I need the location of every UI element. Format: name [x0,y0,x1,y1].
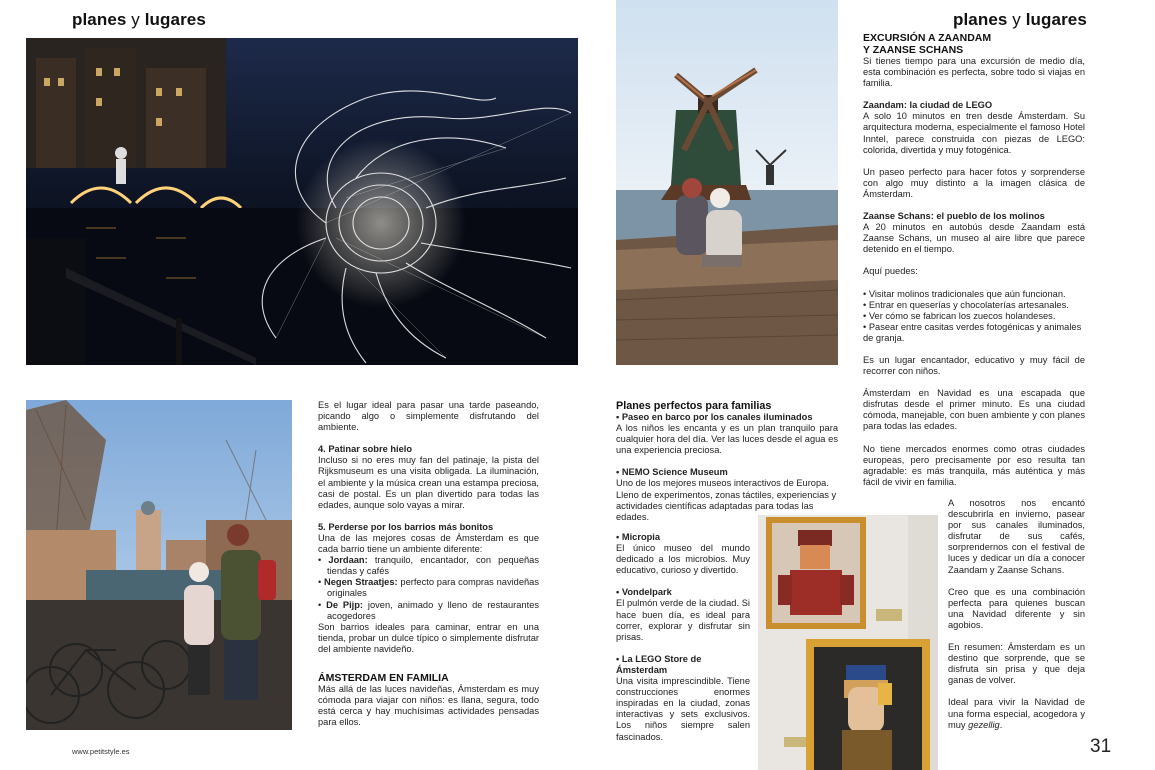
zaanse-body: A 20 minutos en autobús desde Zaandam está Zaanse Schans, un museo al aire libre que parece detenido en el tiempo. [863,222,1085,255]
excursion-intro: Si tienes tiempo para una excursión de medio día, esta combinación es perfecta, sobre todo si viajas en familia. [863,56,1085,89]
list-item: • Visitar molinos tradicionales que aún funcionan. [863,288,1066,299]
plan-title: • Paseo en barco por los canales iluminados [616,412,813,422]
header-left: planes y lugares [72,10,206,29]
intro-paragraph: Es el lugar ideal para pasar una tarde paseando, picando algo o simplemente disfrutando del ambiente. [318,400,539,433]
conclusion-column [948,498,1085,731]
photo-family-bridge-bicycles [26,400,292,730]
plan-title: • NEMO Science Museum [616,467,728,478]
list-item: • Entrar en queserías y chocolaterías artesanales. [863,299,1069,310]
photo-lego-mosaics [758,515,938,770]
markets-paragraph: No tiene mercados enormes como otras ciudades europeas, pero precisamente por eso resulta tan agradable: es más tranquila, más auténtica y más fácil de vivir en familia. [863,443,1085,487]
footer-url: www.petitstyle.es [72,747,130,756]
header-right: planes y lugares [953,10,1087,29]
plan-title: • Vondelpark [616,587,672,598]
closing-paragraph: Ideal para vivir la Navidad de una forma especial, acogedora y muy gezellig. [948,697,1085,730]
excursion-title-line2: Y ZAANSE SCHANS [863,44,964,56]
winter-paragraph: A nosotros nos encantó descubrirla en invierno, pasear por sus canales iluminados, disfrutar de sus cafés, sorprendernos con el festival de luces y dedicar un día a conocer Zaandam y Zaanse Schans. [948,498,1085,575]
left-text-column [318,400,539,728]
family-section-title: ÁMSTERDAM EN FAMILIA [318,671,449,684]
zaandam-title: Zaandam: la ciudad de LEGO [863,100,993,111]
families-column-narrow [616,532,750,743]
list-item: • De Pijp: joven, animado y lleno de restaurantes acogedores [318,599,540,621]
plan-title: • La LEGO Store de Ámsterdam [616,653,702,675]
list-item: • Jordaan: tranquilo, encantador, con pequeñas tiendas y cafés [318,555,539,577]
excursion-title-line1: EXCURSIÓN A ZAANDAM [863,32,992,44]
plan-body: El único museo del mundo dedicado a los microbios. Muy educativo, curioso y divertido. [616,543,750,576]
zaanse-title: Zaanse Schans: el pueblo de los molinos [863,211,1045,222]
list-item: • Negen Straatjes: perfecto para compras navideñas originales [318,577,539,599]
zaandam-photo-tip: Un paseo perfecto para hacer fotos y sorprenderse con algo muy distinto a la imagen clásica de Ámsterdam. [863,166,1085,199]
photo-zaanse-schans-windmill [616,0,838,365]
family-section-body: Más allá de las luces navideñas, Ámsterdam es muy cómoda para viajar con niños: es llana, segura, todo está cerca y hay muchísimas actividades pensadas para ellos. [318,683,539,728]
summary-paragraph: En resumen: Ámsterdam es un destino que sorprende, que se disfruta sin prisa y que deja ganas de volver. [948,642,1085,686]
section-4-body: Incluso si no eres muy fan del patinaje, la pista del Rijksmuseum es una visita obligada. La iluminación, el ambiente y la música crean una estampa preciosa, casi de postal. Es un plan divertido para todas las edades, aunque solo vayas a mirar. [318,455,539,510]
zaanse-summary: Es un lugar encantador, educativo y muy fácil de recorrer con niños. [863,354,1085,377]
section-4-title: 4. Patinar sobre hielo [318,444,413,455]
excursion-column [863,32,1085,488]
plan-body: El pulmón verde de la ciudad. Si hace buen día, es ideal para correr, explorar y disfrutar sin prisas. [616,598,750,642]
christmas-paragraph: Ámsterdam en Navidad es una escapada que disfrutas desde el primer minuto. Es una ciudad cómoda, manejable, con buen ambiente y con planes para todas las edades. [863,388,1085,432]
photo-light-sculpture-canal [26,38,578,365]
list-item: • Pasear entre casitas verdes fotogénicas y animales de granja. [863,321,1082,343]
section-5-intro: Una de las mejores cosas de Ámsterdam es que cada barrio tiene un ambiente diferente: [318,532,539,555]
list-item: • Ver cómo se fabrican los zuecos holandeses. [863,310,1056,321]
plan-body: A los niños les encanta y es un plan tranquilo para cualquier hora del día. Ver las luces desde el agua es una experiencia preciosa. [616,423,838,456]
plan-body: Una visita imprescindible. Tiene construcciones enormes inspiradas en la ciudad, zonas interactivas y sets exclusivos. Los niños siempre salen fascinados. [616,676,750,742]
families-column [616,400,838,523]
combination-paragraph: Creo que es una combinación perfecta para quienes buscan una Navidad diferente y sin agobios. [948,586,1085,630]
plan-body: Uno de los mejores museos interactivos de Europa. Lleno de experimentos, zonas táctiles, experiencias y actividades científicas adaptadas para todas las edades. [616,478,837,522]
page-number: 31 [1090,736,1112,757]
section-5-title: 5. Perderse por los barrios más bonitos [318,521,494,532]
section-5-outro: Son barrios ideales para caminar, entrar en una tienda, probar un dulce típico o simplemente disfrutar del ambiente navideño. [318,621,539,654]
plan-title: • Micropia [616,532,661,542]
aqui-puedes: Aquí puedes: [863,266,918,277]
zaandam-body: A solo 10 minutos en tren desde Ámsterdam. Su arquitectura moderna, especialmente el famoso Hotel Inntel, parece construida con piezas de LEGO: colorida, divertida y muy fotogénica. [863,111,1085,155]
families-title: Planes perfectos para familias [616,400,772,412]
